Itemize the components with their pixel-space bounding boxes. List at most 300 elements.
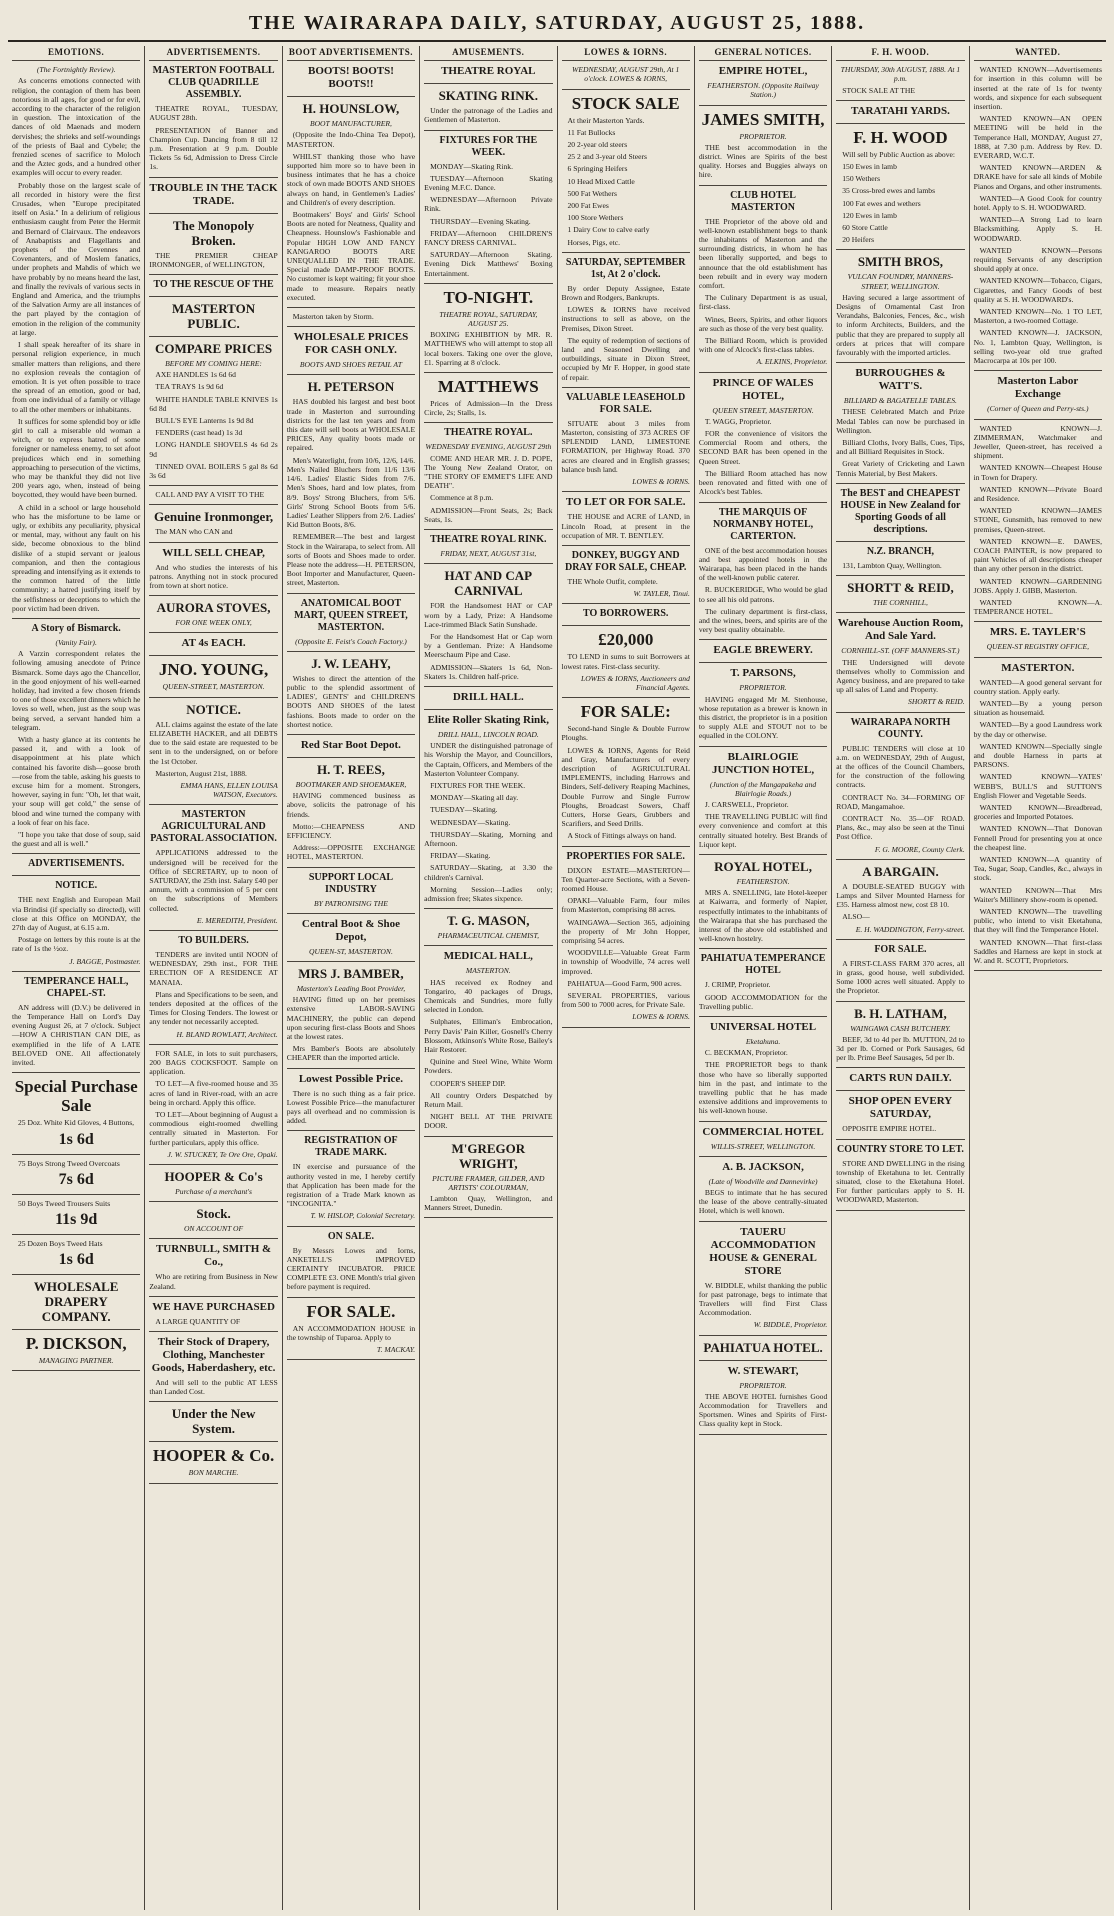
block-title: TROUBLE IN THE TACK TRADE. — [149, 181, 278, 207]
block-paragraph: FRIDAY—Skating. — [430, 851, 491, 861]
advertisement-block — [149, 660, 277, 691]
block-title: REGISTRATION OF TRADE MARK. — [304, 1135, 398, 1159]
block-title: BURROUGHES & WATT'S. — [855, 367, 946, 393]
advertisement-block — [699, 1161, 827, 1216]
block-paragraph: WOODVILLE—Valuable Great Farm in township of Woodville, 74 acres well improved. — [561, 948, 690, 976]
advertisement-block — [12, 623, 140, 848]
block-title: WILL SELL CHEAP, — [162, 546, 265, 559]
block-title: SMITH BROS, — [857, 254, 944, 270]
block-signature: A. ELKINS, Proprietor. — [756, 357, 828, 367]
block-paragraph: 25 Doz. White Kid Gloves, 4 Buttons, — [18, 1118, 135, 1128]
column-6 — [695, 46, 832, 1910]
divider-rule — [562, 603, 690, 604]
block-paragraph: WANTED—A Good Cook for country hotel. Apply to S. H. WOODWARD. — [973, 193, 1102, 213]
advertisement-block — [287, 379, 415, 587]
block-title: ROYAL HOTEL, — [714, 858, 812, 874]
divider-rule — [424, 283, 552, 284]
divider-rule — [974, 657, 1102, 658]
block-title: N.Z. BRANCH, — [866, 545, 935, 557]
block-title: PAHIATUA TEMPERANCE HOTEL — [700, 953, 826, 977]
block-title: The Monopoly Broken. — [172, 217, 255, 248]
block-paragraph: ADMISSION—Front Seats, 2s; Back Seats, 1s. — [424, 505, 553, 524]
block-paragraph: FOR the convenience of visitors the Commercial Room and others, the SECOND BAR has been opened in the Queen Street. — [698, 429, 828, 466]
advertisement-block — [287, 312, 415, 321]
block-paragraph: 20 2-year old steers — [567, 140, 628, 150]
divider-rule — [149, 1164, 277, 1165]
divider-rule — [287, 326, 415, 327]
block-title: THEATRE ROYAL. — [444, 427, 533, 439]
block-subtitle: BY PATRONISING THE — [314, 898, 388, 908]
block-title: FOR SALE. — [306, 1301, 396, 1321]
block-paragraph: WANTED KNOWN—That first-class Saddles and Harness are kept in stock at W. and R. SCOTT, Proprietors. — [973, 937, 1102, 966]
block-paragraph: The Billiard Room, which is provided with one of Alcock's first-class tables. — [698, 336, 828, 355]
advertisement-block — [12, 880, 140, 965]
divider-rule — [149, 655, 277, 656]
block-paragraph: MONDAY—Skating all day. — [430, 793, 519, 803]
advertisement-block — [562, 550, 690, 598]
block-paragraph: The equity of redemption of sections of land and Seasoned Dwelling and outbuildings, situate in Dixon Street, occupied by Mr F. Hopper, in good state of repair. — [561, 335, 690, 382]
block-title: TO THE RESCUE OF THE — [153, 279, 274, 291]
block-paragraph: WANTED KNOWN—Specially single and double Harness in parts at PARSONS. — [973, 741, 1102, 770]
advertisement-block — [974, 375, 1102, 413]
block-paragraph: A DOUBLE-SEATED BUGGY with Lamps and Silver Mounted Harness for £35. Harness almost new, cost £8 10. — [836, 881, 965, 910]
block-paragraph: 131, Lambton Quay, Wellington. — [842, 560, 942, 570]
block-signature: LOWES & IORNS, Auctioneers and Financial Agents. — [580, 673, 690, 692]
divider-rule — [836, 362, 964, 363]
advertisement-block — [699, 1126, 827, 1151]
block-paragraph: WANTED KNOWN—Private Board and Residence. — [973, 484, 1102, 503]
divider-rule — [562, 252, 690, 253]
block-paragraph: By order Deputy Assignee, Estate Brown and Rodgers, Bankrupts. — [561, 283, 690, 303]
block-title: Masterton Labor Exchange — [997, 375, 1079, 401]
block-paragraph: TUESDAY—Skating. — [430, 805, 498, 815]
divider-rule — [699, 372, 827, 373]
block-paragraph: THURSDAY—Evening Skating. — [430, 216, 531, 226]
block-subtitle: (Junction of the Mangapakeha and Blairlogie Roads.) — [709, 779, 817, 798]
divider-rule — [287, 96, 415, 97]
divider-rule — [12, 1274, 140, 1275]
advertisement-block — [562, 496, 690, 540]
block-paragraph: W. BIDDLE, whilst thanking the public for past patronage, begs to intimate that Travellers will find First Class Accommodation. — [698, 1280, 828, 1318]
divider-rule — [836, 1210, 964, 1211]
block-title: £20,000 — [598, 630, 654, 650]
advertisement-block — [424, 377, 552, 417]
block-paragraph: Motto:—CHEAPNESS AND EFFICIENCY. — [286, 821, 416, 840]
advertisement-block — [836, 128, 964, 245]
divider-rule — [149, 213, 277, 214]
block-signature: E. MEREDITH, President. — [196, 915, 278, 925]
advertisement-block — [699, 751, 827, 849]
divider-rule — [149, 336, 277, 337]
divider-rule — [12, 1329, 140, 1330]
advertisement-block — [12, 858, 140, 870]
block-paragraph: ADMISSION—Skaters 1s 6d, Non-Skaters 1s. Children half-price. — [424, 662, 553, 681]
block-title: J. W. LEAHY, — [311, 655, 391, 671]
block-paragraph: 11 Fat Bullocks — [567, 127, 616, 137]
block-paragraph: Prices of Admission—In the Dress Circle, 2s; Stalls, 1s. — [424, 399, 553, 418]
advertisement-block — [149, 1243, 277, 1290]
column-3 — [283, 46, 420, 1910]
block-title: A. B. JACKSON, — [722, 1160, 804, 1173]
advertisement-block — [149, 182, 277, 208]
block-subtitle: FEATHERSTON. (Opposite Railway Station.) — [707, 81, 819, 100]
block-paragraph: FIXTURES FOR THE WEEK. — [430, 780, 526, 790]
divider-rule — [149, 632, 277, 633]
block-paragraph: AN ACCOMMODATION HOUSE in the township of Tuparoa. Apply to — [286, 1323, 416, 1342]
block-title: Special Purchase Sale — [14, 1077, 138, 1116]
block-title: B. H. LATHAM, — [854, 1005, 947, 1021]
divider-rule — [424, 422, 552, 423]
block-title: F. H. WOOD — [853, 127, 948, 147]
divider-rule — [562, 846, 690, 847]
divider-rule — [287, 1359, 415, 1360]
block-paragraph: 20 Heifers — [842, 235, 875, 245]
advertisement-block — [974, 626, 1102, 651]
block-paragraph: Masterton, August 21st, 1888. — [155, 768, 247, 778]
block-title: UNIVERSAL HOTEL — [710, 1021, 817, 1033]
block-subtitle: THEATRE ROYAL, SATURDAY, AUGUST 25. — [439, 309, 538, 329]
block-subtitle: Masterton's Leading Boot Provider, — [296, 983, 406, 993]
block-title: ADVERTISEMENTS. — [28, 858, 125, 870]
block-subtitle: MASTERTON. — [465, 966, 511, 976]
divider-rule — [699, 105, 827, 106]
block-signature: T. MACKAY. — [376, 1345, 416, 1355]
block-title: TARATAHI YARDS. — [851, 104, 950, 117]
block-title: Their Stock of Drapery, Clothing, Manchester Goods, Haberdashery, etc. — [151, 1336, 276, 1375]
block-paragraph: WANTED KNOWN—Tobacco, Cigars, Cigarettes, and Fancy Goods of best quality at S. H. WOODWARD's. — [973, 276, 1102, 304]
block-title: MATTHEWS — [437, 377, 539, 397]
block-paragraph: NIGHT BELL AT THE PRIVATE DOOR. — [424, 1112, 553, 1131]
advertisement-block — [149, 1406, 277, 1436]
block-subtitle: WEDNESDAY, AUGUST 29th, At 1 o'clock. LOWES & IORNS, — [572, 65, 680, 84]
block-title: TO BUILDERS. — [178, 934, 249, 946]
divider-rule — [12, 1194, 140, 1195]
block-paragraph: WEDNESDAY—Afternoon Private Rink. — [424, 195, 553, 214]
newspaper-title: THE WAIRARAPA DAILY, SATURDAY, AUGUST 25, 1888. — [248, 11, 866, 34]
block-title: SUPPORT LOCAL INDUSTRY — [308, 871, 394, 895]
advertisement-block — [287, 101, 415, 302]
block-title: SHOP OPEN EVERY SATURDAY, — [848, 1095, 953, 1121]
block-paragraph: THE TRAVELLING PUBLIC will find every convenience and comfort at this centrally situated hotelry. Best Brands of Liquor kept. — [698, 812, 828, 849]
divider-rule — [149, 595, 277, 596]
advertisement-block — [287, 739, 415, 752]
divider-rule — [562, 625, 690, 626]
block-paragraph: Lambton Quay, Wellington, and Manners Street, Dunedin. — [424, 1194, 553, 1213]
block-paragraph: IN exercise and pursuance of the authority vested in me, I hereby certify that Application has been made for the registration of a Trade Mark known as "INCOGNITA." — [286, 1162, 416, 1209]
block-title: ANATOMICAL BOOT MART, QUEEN STREET, MASTERTON. — [294, 597, 408, 633]
block-title: VALUABLE LEASEHOLD FOR SALE. — [566, 391, 686, 415]
block-paragraph: WANTED—A good general servant for country station. Apply early. — [973, 677, 1102, 696]
block-paragraph: HAS doubled his largest and best boot trade in Masterton and surrounding districts for the last ten years and from this date will sell boots at WHOLESALE PRICES, Any quality boots made or repaired. — [286, 397, 416, 453]
divider-rule — [287, 757, 415, 758]
advertisement-block — [149, 509, 277, 536]
block-subtitle: Purchase of a merchant's — [175, 1187, 252, 1196]
divider-rule — [149, 1331, 277, 1332]
block-title: COMPARE PRICES — [155, 341, 273, 357]
block-paragraph: HAVING engaged Mr M. Stenhouse, whose reputation as a brewer is known in this district, the proprietor is in a position to supply ALE and STOUT not to be equalled in the COLONY. — [698, 694, 828, 741]
block-paragraph: 50 Boys Tweed Trousers Suits — [18, 1198, 111, 1208]
block-signature: W. BIDDLE, Proprietor. — [753, 1320, 828, 1330]
block-title: WHOLESALE DRAPERY COMPANY. — [33, 1279, 119, 1325]
divider-rule — [699, 948, 827, 949]
block-paragraph: 60 Store Cattle — [842, 223, 888, 233]
block-paragraph: CONTRACT No. 34—FORMING OF ROAD, Mangamahoe. — [836, 792, 965, 811]
divider-rule — [562, 545, 690, 546]
block-signature: LOWES & IORNS. — [632, 477, 690, 487]
block-paragraph: And who studies the interests of his patrons. Anything not in stock procured from town at short notice. — [149, 562, 278, 591]
block-subtitle: BEFORE MY COMING HERE: — [165, 359, 262, 369]
block-title: NOTICE. — [55, 880, 98, 892]
block-paragraph: LOWES & IORNS, Agents for Reid and Gray, Manufacturers of every description of AGRICULTURAL IMPLEMENTS, including Harrows and Binders, Self-delivery Reaping Machines, Double Furrow and Single Furrow Ploughs, Broadcast Sowers, Chaff Cutters, Horse Gears, Grubbers and Scarifiers, and Seed Drills. — [561, 745, 690, 829]
block-signature: H. BLAND ROWLATT, Architect. — [176, 1029, 278, 1039]
advertisement-block — [149, 637, 277, 650]
block-paragraph: BEGS to intimate that he has secured the lease of the above centrally-situated Hotel, which is well known. — [698, 1188, 828, 1216]
divider-rule — [12, 1370, 140, 1371]
advertisement-block — [149, 1301, 277, 1326]
block-paragraph: THESE Celebrated Match and Prize Medal Tables can now be purchased in Wellington. — [836, 407, 965, 435]
block-title: TAUERU ACCOMMODATION HOUSE & GENERAL STORE — [709, 1225, 817, 1277]
block-title: A Story of Bismarck. — [31, 622, 121, 634]
divider-rule — [562, 387, 690, 388]
advertisement-block — [699, 1021, 827, 1116]
divider-rule — [287, 961, 415, 962]
block-paragraph: WANTED KNOWN—J. JACKSON, No. 1, Lambton Quay, Wellington, is selling two-year old true grafted Macrocarpa at 10s per 100. — [973, 328, 1102, 366]
advertisement-block — [699, 1340, 827, 1355]
block-signature: F. G. MOORE, County Clerk. — [874, 844, 965, 854]
divider-rule — [974, 621, 1102, 622]
block-paragraph: 35 Cross-bred ewes and lambs — [842, 186, 936, 196]
advertisement-block — [424, 88, 552, 124]
block-paragraph: J. CRIMP, Proprietor. — [704, 980, 771, 990]
block-title: COMMERCIAL HOTEL — [702, 1125, 824, 1138]
block-paragraph: OPPOSITE EMPIRE HOTEL. — [842, 1124, 937, 1134]
advertisement-block — [836, 65, 964, 95]
divider-rule — [12, 853, 140, 854]
divider-rule — [562, 697, 690, 698]
advertisement-block — [836, 617, 964, 706]
divider-rule — [149, 274, 277, 275]
block-paragraph: AXE HANDLES 1s 6d 6d — [155, 370, 236, 380]
block-paragraph: SEVERAL PROPERTIES, various from 500 to 7000 acres, for Private Sale. — [561, 991, 690, 1010]
block-paragraph: A child in a school or large household who has the misfortune to be lame or ugly, or exhibits any peculiarity, physical or mental, may, without any fault on his side, become obnoxious to the blind dislike of a stupid servant or jealous companion, and then the contagious spreading and intensifying as it extends to the common hatred of the little community; a hatred justifying itself by the selfishness or deceptions to which the poor victim had been driven. — [12, 502, 141, 613]
advertisement-block — [149, 702, 277, 800]
block-title: FOR SALE: — [580, 702, 671, 722]
block-subtitle: BOOT MANUFACTURER, — [309, 119, 392, 129]
block-paragraph: I shall speak hereafter of its share in personal religion experience, in much smaller matters than religions, and there no explosion reveals the contagion of emotion. It is yet often possible to trace the spread of an emotion, good or bad, from one individual of a family or village to all the other members or inhabitants. — [12, 340, 141, 414]
advertisement-block — [149, 301, 277, 331]
block-paragraph: For the Handsomest Hat or Cap worn by a Gentleman. Prize: A Handsome Meerschaum Pipe and Case. — [424, 631, 553, 660]
block-paragraph: SITUATE about 3 miles from Masterton, consisting of 373 ACRES OF SPLENDID LAND, LIMESTONE FORMATION, per Highway Road. 370 acres are cleared and in English grasses; balance bush land. — [561, 418, 690, 474]
block-paragraph: UNDER the distinguished patronage of his Worship the Mayor, and Councillors, the Captain, Officers, and Members of the Masterton Volunteer Company. — [424, 741, 553, 778]
block-title: MEDICAL HALL, — [443, 950, 533, 963]
block-paragraph: C. BECKMAN, Proprietor. — [704, 1048, 788, 1058]
advertisement-block — [149, 1446, 277, 1477]
divider-rule — [424, 83, 552, 84]
divider-rule — [424, 130, 552, 131]
block-paragraph: THE best accommodation in the district. Wines are Spirits of the best quality. Horses and Buggies always on hire. — [698, 142, 828, 180]
advertisement-block — [287, 966, 415, 1063]
divider-rule — [424, 563, 552, 564]
block-subtitle: PICTURE FRAMER, GILDER, AND ARTISTS' COLOURMAN, — [432, 1173, 545, 1192]
block-title: PRINCE OF WALES HOTEL, — [712, 376, 814, 402]
block-paragraph: PUBLIC TENDERS will close at 10 a.m. on WEDNESDAY, 29th of August, at the offices of the Council Chambers, for the construction of the following contracts. — [836, 743, 965, 790]
block-paragraph: 500 Fat Wethers — [567, 188, 617, 198]
column-heading: ADVERTISEMENTS. — [149, 46, 277, 61]
advertisement-block — [287, 65, 415, 91]
divider-rule — [287, 374, 415, 375]
advertisement-block — [974, 424, 1102, 617]
block-title: SKATING RINK. — [438, 88, 539, 104]
divider-rule — [149, 804, 277, 805]
block-paragraph: ALSO— — [842, 912, 870, 922]
block-paragraph: BEEF, 3d to 4d per lb. MUTTON, 2d to 3d per lb. Corned or Pork Sausages, 6d per lb. Prime Beef Sausages, 5d per lb. — [836, 1034, 965, 1063]
block-title: Lowest Possible Price. — [298, 1072, 404, 1085]
block-subtitle: QUEEN-STREET, MASTERTON. — [162, 682, 265, 692]
advertisement-block — [149, 1049, 277, 1159]
column-heading: BOOT ADVERTISEMENTS. — [287, 46, 415, 61]
advertisement-block — [149, 279, 277, 291]
advertisement-block — [424, 913, 552, 940]
price-label: 1s 6d — [58, 1130, 94, 1148]
advertisement-block — [287, 1231, 415, 1292]
column-1 — [8, 46, 145, 1910]
block-paragraph: By Messrs Lowes and Iorns, ANKETELL'S IMPROVED CERTAINTY INCUBATOR. PRICE COMPLETE £3. ONE Month's trial given before payment is required. — [286, 1245, 416, 1292]
advertisement-block — [149, 600, 277, 627]
block-subtitle: PROPRIETOR. — [739, 1380, 787, 1390]
block-title: MASTERTON PUBLIC. — [172, 301, 256, 332]
block-paragraph: 25 Dozen Boys Tweed Hats — [18, 1238, 103, 1248]
block-paragraph: PRESENTATION of Banner and Champion Cup. Dancing from 8 till 12 p.m. Presentation at 9 p.m. Double Tickets 5s 6d, Admission to Dress Circle 1s. — [149, 125, 278, 172]
divider-rule — [562, 1027, 690, 1028]
block-paragraph: 25 2 and 3-year old Steers — [567, 152, 648, 162]
block-title: M'GREGOR WRIGHT, — [451, 1140, 526, 1171]
advertisement-block — [699, 1365, 827, 1429]
block-paragraph: DIXON ESTATE—MASTERTON—Ten Quarter-acre Sections, with a Seven-roomed House. — [561, 865, 690, 893]
block-paragraph: WANTED KNOWN—Cheapest House in Town for Drapery. — [973, 463, 1102, 482]
advertisement-block — [12, 65, 140, 613]
block-title: COUNTRY STORE TO LET. — [836, 1143, 964, 1155]
block-title: BLAIRLOGIE JUNCTION HOTEL, — [712, 750, 815, 776]
block-paragraph: STORE AND DWELLING in the rising township of Eketahuna to let. Centrally situated, close to the Eketahuna Hotel. For further particulars apply to S. H. WOODWARD, Masterton. — [836, 1158, 965, 1205]
block-paragraph: There is no such thing as a fair price. Lowest Possible Price—the manufacturer pays all overhead and no commission is added. — [286, 1088, 416, 1126]
block-subtitle: THURSDAY, 30th AUGUST, 1888. At 1 p.m. — [840, 65, 961, 84]
divider-rule — [149, 1483, 277, 1484]
block-title: NOTICE. — [186, 701, 241, 717]
block-title: ON SALE. — [327, 1230, 374, 1242]
divider-rule — [836, 483, 964, 484]
advertisement-block — [287, 1073, 415, 1126]
block-subtitle: DRILL HALL, LINCOLN ROAD. — [437, 729, 539, 739]
advertisement-block — [699, 859, 827, 943]
divider-rule — [287, 651, 415, 652]
block-paragraph: FOR SALE, in lots to suit purchasers, 200 BAGS COCKSFOOT. Sample on application. — [149, 1048, 278, 1077]
block-paragraph: THE PREMIER CHEAP IRONMONGER, of WELLINGTON, — [149, 250, 278, 269]
block-paragraph: Will sell by Public Auction as above: — [842, 149, 955, 159]
advertisement-block — [836, 488, 964, 536]
block-paragraph: 100 Store Wethers — [567, 213, 624, 223]
block-paragraph: And will sell to the public AT LESS than Landed Cost. — [149, 1378, 278, 1397]
advertisement-block — [699, 644, 827, 657]
block-subtitle: WEDNESDAY EVENING, AUGUST 29th — [425, 442, 552, 452]
block-subtitle: FOR ONE WEEK ONLY, — [175, 618, 252, 628]
divider-rule — [424, 709, 552, 710]
block-paragraph: Bootmakers' Boys' and Girls' School Boots are noted for Neatness, Quality and Cheapness. Hounslow's Fashionable and Popular HIGH LOW AND FANCY KANGAROO BOOTS ARE UNEQUALLED IN THE TRADE. Special made DAMP-PROOF BOOTS. No customer is kept waiting; fit your shoe made to measure. Repairs neatly executed. — [286, 210, 416, 302]
divider-rule — [149, 542, 277, 543]
block-title: H. HOUNSLOW, — [302, 101, 400, 117]
block-paragraph: Second-hand Single & Double Furrow Ploughs. — [561, 724, 690, 743]
advertisement-block — [287, 598, 415, 646]
advertisement-block — [562, 392, 690, 486]
divider-rule — [12, 971, 140, 972]
divider-rule — [836, 612, 964, 613]
block-paragraph: SATURDAY—Afternoon Skating. Evening Dick Matthews' Boxing Entertainment. — [424, 250, 553, 278]
block-paragraph: TEA TRAYS 1s 9d 6d — [155, 382, 224, 392]
block-signature: J. BAGGE, Postmaster. — [69, 956, 141, 966]
block-title: WAIRARAPA NORTH COUNTY. — [850, 716, 951, 740]
block-title: Warehouse Auction Room, And Sale Yard. — [837, 617, 964, 643]
divider-rule — [287, 307, 415, 308]
block-title: FIXTURES FOR THE WEEK. — [439, 134, 538, 158]
column-5 — [558, 46, 695, 1910]
block-title: TEMPERANCE HALL, CHAPEL-ST. — [23, 975, 129, 999]
block-paragraph: PAHIATUA—Good Farm, 900 acres. — [567, 978, 682, 988]
block-paragraph: A FIRST-CLASS FARM 370 acres, all in grass, good house, well subdivided. Some 1000 acres well situated. Apply to the Proprietor. — [836, 958, 965, 996]
block-paragraph: WANTED KNOWN—J. ZIMMERMAN, Watchmaker and Jeweller, Queen-street, has received a shipment. — [973, 423, 1102, 461]
advertisement-block — [699, 953, 827, 1011]
block-title: TURNBULL, SMITH & Co., — [155, 1243, 272, 1269]
block-title: P. DICKSON, — [25, 1334, 127, 1354]
block-subtitle: FRIDAY, NEXT, AUGUST 31st, — [440, 549, 537, 559]
block-subtitle: QUEEN-ST, MASTERTON. — [308, 946, 393, 956]
column-7 — [832, 46, 969, 1910]
advertisement-block — [836, 944, 964, 996]
block-paragraph: Billiard Cloths, Ivory Balls, Cues, Tips, and all Billiard Requisites in Stock. — [836, 438, 965, 457]
block-paragraph: Probably those on the largest scale of all recorded in history were the first Crusades, when "Europe precipitated itself on Asia." In a delirium of religious enthusiasm caught from Peter the Hermit and Bernard of Clairvaux. The endeavors of Anabaptists and Flagellants and prophets of the Cevennes and Covenanters, and of Moslem fanatics, under prophets and Mahdis of which we have probably by no means heard the last, and finally the revivals of various sects in England and America, and the triumphs of the Salvation Army are all instances of the part played by the contagion of emotion in the religion of the community at large. — [12, 180, 141, 337]
divider-rule — [562, 491, 690, 492]
block-title: Central Boot & Shoe Depot, — [301, 917, 400, 943]
divider-rule — [287, 593, 415, 594]
divider-rule — [699, 1121, 827, 1122]
block-paragraph: R. BUCKERIDGE, Who would be glad to see all his old patrons. — [698, 585, 828, 604]
advertisement-block — [836, 105, 964, 118]
block-title: TO-NIGHT. — [443, 287, 534, 307]
advertisement-block — [836, 1144, 964, 1205]
block-paragraph: Postage on letters by this route is at the rate of 1s the ½oz. — [12, 935, 141, 954]
block-subtitle: PROPRIETOR. — [739, 131, 787, 141]
advertisement-block — [836, 254, 964, 357]
block-title: CLUB HOTEL MASTERTON — [730, 189, 796, 213]
block-paragraph: WANTED KNOWN—That Mrs Waiter's Millinery show-room is opened. — [973, 885, 1102, 904]
block-title: SHORTT & REID, — [847, 580, 954, 596]
block-paragraph: Under the patronage of the Ladies and Gentlemen of Masterton. — [424, 106, 553, 125]
block-subtitle: FEATHERSTON. — [736, 876, 790, 886]
divider-rule — [149, 1238, 277, 1239]
block-subtitle: ON ACCOUNT OF — [183, 1224, 244, 1234]
block-paragraph: AN address will (D.V.) be delivered in the Temperance Hall on Lord's Day evening August 26, at 7 o'clock. Subject—HOW A CHRISTIAN CAN DIE, as exemplified in the life of A LATE BELOVED ONE. All affectionately invited. — [12, 1002, 141, 1068]
block-paragraph: The Culinary Department is as usual, first-class. — [698, 293, 828, 312]
block-paragraph: "I hope you take that dose of soup, said the guest and all is well." — [12, 830, 141, 849]
divider-rule — [699, 1335, 827, 1336]
block-paragraph: WANTED—By a good Laundress work by the day or otherwise. — [973, 720, 1102, 739]
divider-rule — [287, 734, 415, 735]
advertisement-block — [424, 714, 552, 903]
block-title: THE MARQUIS OF NORMANBY HOTEL, CARTERTON. — [712, 506, 814, 542]
advertisement-block — [699, 507, 827, 635]
block-title: PAHIATUA HOTEL. — [703, 1339, 823, 1355]
advertisement-block — [149, 1336, 277, 1396]
advertisement-block — [699, 110, 827, 180]
advertisement-block — [836, 367, 964, 478]
